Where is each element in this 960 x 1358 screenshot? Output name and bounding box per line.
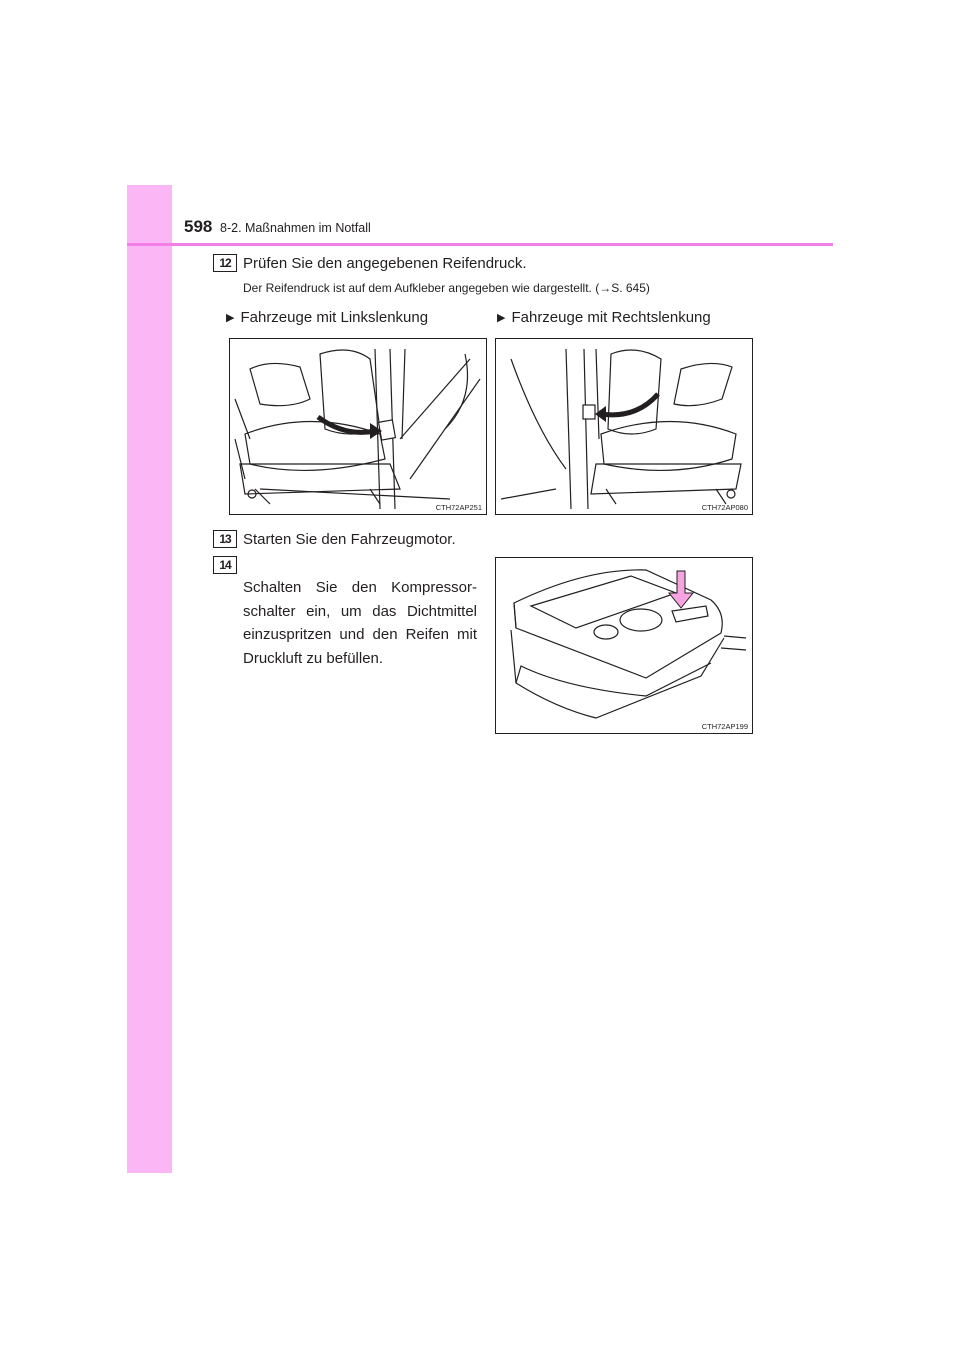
step-14-badge: 14 — [213, 556, 237, 574]
section-title: 8-2. Maßnahmen im Notfall — [220, 221, 371, 235]
seat-label-illustration — [496, 339, 752, 514]
step-13-badge: 13 — [213, 530, 237, 548]
step-13-title: Starten Sie den Fahrzeugmotor. — [243, 531, 456, 548]
triangle-bullet-icon: ▶ — [226, 312, 235, 324]
step-12-note: Der Reifendruck ist auf dem Aufkleber angegeben wie dargestellt. (→S. 645) — [243, 281, 650, 295]
compressor-figure — [495, 557, 753, 734]
rhd-caption-text: Fahrzeuge mit Rechtslenkung — [511, 309, 711, 326]
rhd-seat-figure — [495, 338, 753, 515]
header-rule — [127, 243, 833, 246]
lhd-seat-figure — [229, 338, 487, 515]
seat-label-illustration — [230, 339, 486, 514]
step-14-title: Schalten Sie den Kompressor-schalter ein, um das Dichtmittel einzuspritzen und den Reifen mit Druckluft zu befüllen. — [243, 579, 477, 667]
step-12-title: Prüfen Sie den angegebenen Reifendruck. — [243, 255, 527, 272]
compressor-illustration — [496, 558, 752, 733]
chapter-sidebar — [127, 185, 172, 1173]
lhd-figure-code: CTH72AP251 — [435, 503, 482, 512]
compressor-figure-code: CTH72AP199 — [701, 722, 748, 731]
rhd-figure-code: CTH72AP080 — [701, 503, 748, 512]
triangle-bullet-icon: ▶ — [497, 312, 506, 324]
lhd-caption — [226, 309, 428, 326]
step-12-badge: 12 — [213, 254, 237, 272]
rhd-caption — [497, 309, 711, 326]
page-number: 598 — [184, 217, 213, 236]
lhd-caption-text: Fahrzeuge mit Linkslenkung — [240, 309, 429, 326]
